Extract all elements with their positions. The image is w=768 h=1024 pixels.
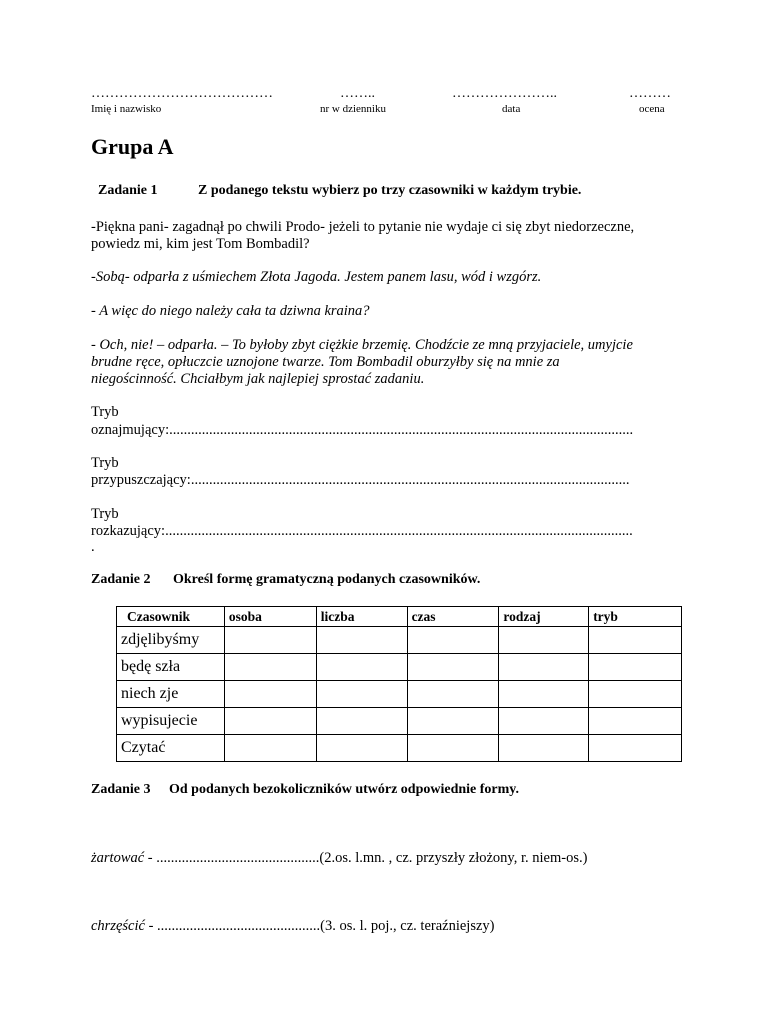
verb-cell: zdjęlibyśmy bbox=[117, 627, 225, 654]
page-title: Grupa A bbox=[91, 134, 174, 159]
answer-cell-tense[interactable] bbox=[407, 708, 499, 735]
column-header-verb: Czasownik bbox=[117, 607, 225, 627]
mode-imperative-trailing-dot: . bbox=[91, 539, 95, 555]
grade-label: ocena bbox=[639, 103, 665, 115]
table-row bbox=[117, 627, 682, 654]
table-row bbox=[117, 735, 682, 762]
task2-instruction: Określ formę gramatyczną podanych czasowników. bbox=[173, 572, 481, 587]
answer-cell-mood[interactable] bbox=[589, 708, 682, 735]
task3-label: Zadanie 3 bbox=[91, 782, 151, 797]
mode-conditional-answer-line[interactable]: przypuszczający:......................................................................................................................... bbox=[91, 472, 630, 488]
table-header-row bbox=[117, 607, 682, 627]
name-label: Imię i nazwisko bbox=[91, 103, 162, 115]
answer-cell-person[interactable] bbox=[224, 627, 316, 654]
column-header-number: liczba bbox=[316, 607, 407, 627]
table-row bbox=[117, 708, 682, 735]
task2-label: Zadanie 2 bbox=[91, 572, 151, 587]
table-row bbox=[117, 654, 682, 681]
answer-cell-tense[interactable] bbox=[407, 654, 499, 681]
task1-paragraph-3: - A więc do niego należy cała ta dziwna kraina? bbox=[91, 303, 370, 319]
date-blank: ………………….. bbox=[452, 86, 557, 101]
answer-cell-gender[interactable] bbox=[499, 735, 589, 762]
column-header-gender: rodzaj bbox=[499, 607, 589, 627]
date-label: data bbox=[502, 103, 521, 115]
answer-cell-gender[interactable] bbox=[499, 708, 589, 735]
name-blank: ………………………………… bbox=[91, 86, 273, 101]
answer-cell-number[interactable] bbox=[316, 735, 407, 762]
answer-cell-number[interactable] bbox=[316, 708, 407, 735]
answer-cell-mood[interactable] bbox=[589, 654, 682, 681]
verb-form-table bbox=[116, 606, 682, 762]
task3-item-1-blank[interactable]: - .............................................(2.os. l.mn. , cz. przyszły złożony, r. niem-os.) bbox=[144, 850, 588, 866]
answer-cell-number[interactable] bbox=[316, 654, 407, 681]
task3-item-2-verb: chrzęścić bbox=[91, 918, 145, 934]
journal-number-blank: …….. bbox=[340, 86, 375, 101]
answer-cell-number[interactable] bbox=[316, 627, 407, 654]
task1-paragraph-4-line-3: niegościnność. Chciałbym jak najlepiej sprostać zadaniu. bbox=[91, 371, 425, 387]
task1-label: Zadanie 1 bbox=[98, 183, 158, 198]
mode-indicative-label: Tryb bbox=[91, 404, 119, 420]
column-header-mood: tryb bbox=[589, 607, 682, 627]
task1-paragraph-2: -Sobą- odparła z uśmiechem Złota Jagoda. Jestem panem lasu, wód i wzgórz. bbox=[91, 269, 542, 285]
answer-cell-gender[interactable] bbox=[499, 627, 589, 654]
verb-cell: wypisujecie bbox=[117, 708, 225, 735]
answer-cell-person[interactable] bbox=[224, 735, 316, 762]
task1-instruction: Z podanego tekstu wybierz po trzy czasowniki w każdym trybie. bbox=[198, 183, 582, 198]
mode-indicative-answer-line[interactable]: oznajmujący:................................................................................................................................ bbox=[91, 422, 634, 438]
task3-item-2 bbox=[91, 918, 495, 935]
task1-paragraph-1-line-1: -Piękna pani- zagadnął po chwili Prodo- jeżeli to pytanie nie wydaje ci się zbyt niedorzeczne, bbox=[91, 219, 635, 235]
answer-cell-gender[interactable] bbox=[499, 654, 589, 681]
answer-cell-tense[interactable] bbox=[407, 681, 499, 708]
answer-cell-mood[interactable] bbox=[589, 681, 682, 708]
answer-cell-mood[interactable] bbox=[589, 735, 682, 762]
task1-paragraph-1-line-2: powiedz mi, kim jest Tom Bombadil? bbox=[91, 236, 310, 252]
task1-paragraph-4-line-2: brudne ręce, opłuczcie uznojone twarze. Tom Bombadil oburzyłby się na mnie za bbox=[91, 354, 560, 370]
task1-paragraph-4-line-1: - Och, nie! – odparła. – To byłoby zbyt ciężkie brzemię. Chodźcie ze mną przyjaciele, umyjcie bbox=[91, 337, 633, 353]
journal-number-label: nr w dzienniku bbox=[320, 103, 386, 115]
task3-item-1 bbox=[91, 850, 587, 867]
column-header-person: osoba bbox=[224, 607, 316, 627]
task3-item-2-blank[interactable]: - .............................................(3. os. l. poj., cz. teraźniejszy) bbox=[144, 918, 495, 934]
answer-cell-tense[interactable] bbox=[407, 735, 499, 762]
task3-instruction: Od podanych bezokoliczników utwórz odpowiednie formy. bbox=[169, 782, 520, 797]
answer-cell-person[interactable] bbox=[224, 681, 316, 708]
answer-cell-number[interactable] bbox=[316, 681, 407, 708]
answer-cell-person[interactable] bbox=[224, 654, 316, 681]
table-row bbox=[117, 681, 682, 708]
answer-cell-mood[interactable] bbox=[589, 627, 682, 654]
verb-cell: Czytać bbox=[117, 735, 225, 762]
answer-cell-gender[interactable] bbox=[499, 681, 589, 708]
task3-item-1-verb: żartować bbox=[91, 850, 145, 866]
mode-imperative-answer-line[interactable]: rozkazujący:................................................................................................................................. bbox=[91, 523, 633, 539]
grade-blank: ……… bbox=[629, 86, 671, 101]
mode-conditional-label: Tryb bbox=[91, 455, 119, 471]
column-header-tense: czas bbox=[407, 607, 499, 627]
mode-imperative-label: Tryb bbox=[91, 506, 119, 522]
answer-cell-tense[interactable] bbox=[407, 627, 499, 654]
verb-cell: będę szła bbox=[117, 654, 225, 681]
answer-cell-person[interactable] bbox=[224, 708, 316, 735]
verb-cell: niech zje bbox=[117, 681, 225, 708]
